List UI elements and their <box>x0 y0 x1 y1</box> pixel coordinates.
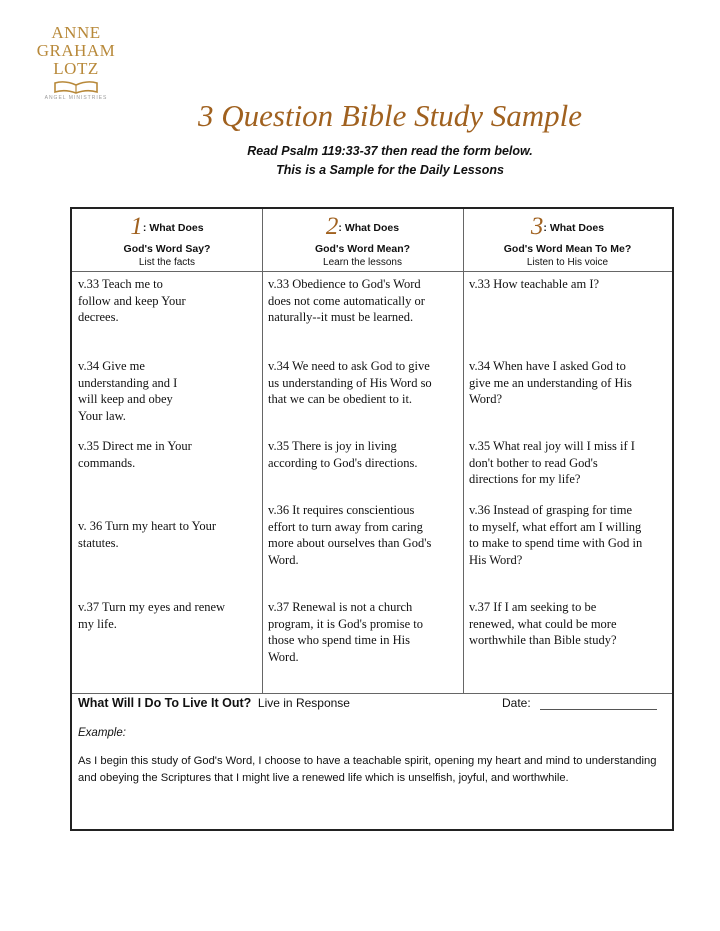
ministry-logo <box>30 24 122 101</box>
subtitle-note: This is a Sample for the Daily Lessons <box>276 163 504 177</box>
question-number: 1 <box>130 213 143 240</box>
question-subtext: God's Word Say? <box>123 243 211 255</box>
study-form <box>70 207 674 831</box>
column-header-1 <box>72 213 262 269</box>
logo-line-3: LOTZ <box>53 59 99 78</box>
question-number: 3 <box>530 213 544 240</box>
cell-lesson: v.34 We need to ask God to give us understanding of His Word so that we can be obedient to it. <box>268 359 432 406</box>
cell-application: v.33 How teachable am I? <box>469 277 600 291</box>
subtitle-instruction: Read Psalm 119:33-37 then read the form below. <box>247 144 533 158</box>
question-number: 2 <box>325 213 339 240</box>
column-divider <box>463 209 464 693</box>
cell-lesson: v.35 There is joy in living according to God's directions. <box>268 439 418 470</box>
column-header-2 <box>262 213 463 269</box>
cell-fact: v.35 Direct me in Your commands. <box>78 439 192 470</box>
question-subtext: God's Word Mean To Me? <box>503 243 632 255</box>
cell-application: v.36 Instead of grasping for time to myself, what effort am I willing to make to spend time with God in His Word? <box>469 503 643 567</box>
logo-line-2: GRAHAM <box>36 41 116 60</box>
cell-application: v.35 What real joy will I miss if I don't bother to read God's directions for my life? <box>469 439 635 486</box>
question-subtext: God's Word Mean? <box>314 243 411 255</box>
question-text: : What Does <box>142 222 204 234</box>
logo-tagline: ANGEL MINISTRIES <box>44 95 108 101</box>
column-divider <box>262 209 263 693</box>
cell-fact: v.33 Teach me to follow and keep Your decrees. <box>78 277 186 324</box>
question-hint: List the facts <box>138 257 196 268</box>
open-book-icon <box>53 80 99 94</box>
live-it-out-label <box>78 696 350 710</box>
live-it-out-sub: Live in Response <box>257 696 350 710</box>
question-hint: Listen to His voice <box>526 257 609 268</box>
cell-fact: v. 36 Turn my heart to Your statutes. <box>78 519 217 550</box>
example-paragraph: As I begin this study of God's Word, I choose to have a teachable spirit, opening my heart and mind to understanding and obeying the Scriptures that I might live a renewed life which is unselfish, joyful, and worthwhile. <box>78 755 657 784</box>
cell-application: v.37 If I am seeking to be renewed, what could be more worthwhile than Bible study? <box>469 600 617 647</box>
cell-fact: v.34 Give me understanding and I will keep and obey Your law. <box>78 359 178 423</box>
question-text: : What Does <box>338 222 400 234</box>
example-label: Example: <box>78 727 126 739</box>
cell-fact: v.37 Turn my eyes and renew my life. <box>78 600 226 631</box>
question-text: : What Does <box>543 222 605 234</box>
column-header-3 <box>463 213 672 269</box>
cell-lesson: v.37 Renewal is not a church program, it is God's promise to those who spend time in His Word. <box>268 600 424 664</box>
cell-lesson: v.36 It requires conscientious effort to turn away from caring more about ourselves than God's Word. <box>268 503 432 567</box>
table-bottom-divider <box>72 693 672 694</box>
header-divider <box>72 271 672 272</box>
cell-application: v.34 When have I asked God to give me an understanding of His Word? <box>469 359 632 406</box>
logo-line-1: ANNE <box>51 23 101 42</box>
cell-lesson: v.33 Obedience to God's Word does not come automatically or naturally--it must be learned. <box>268 277 425 324</box>
live-it-out-question: What Will I Do To Live It Out? <box>78 696 252 710</box>
date-label: Date: <box>502 696 531 710</box>
question-hint: Learn the lessons <box>323 257 402 268</box>
date-input-line[interactable] <box>540 709 657 710</box>
page-title: 3 Question Bible Study Sample <box>198 98 582 133</box>
